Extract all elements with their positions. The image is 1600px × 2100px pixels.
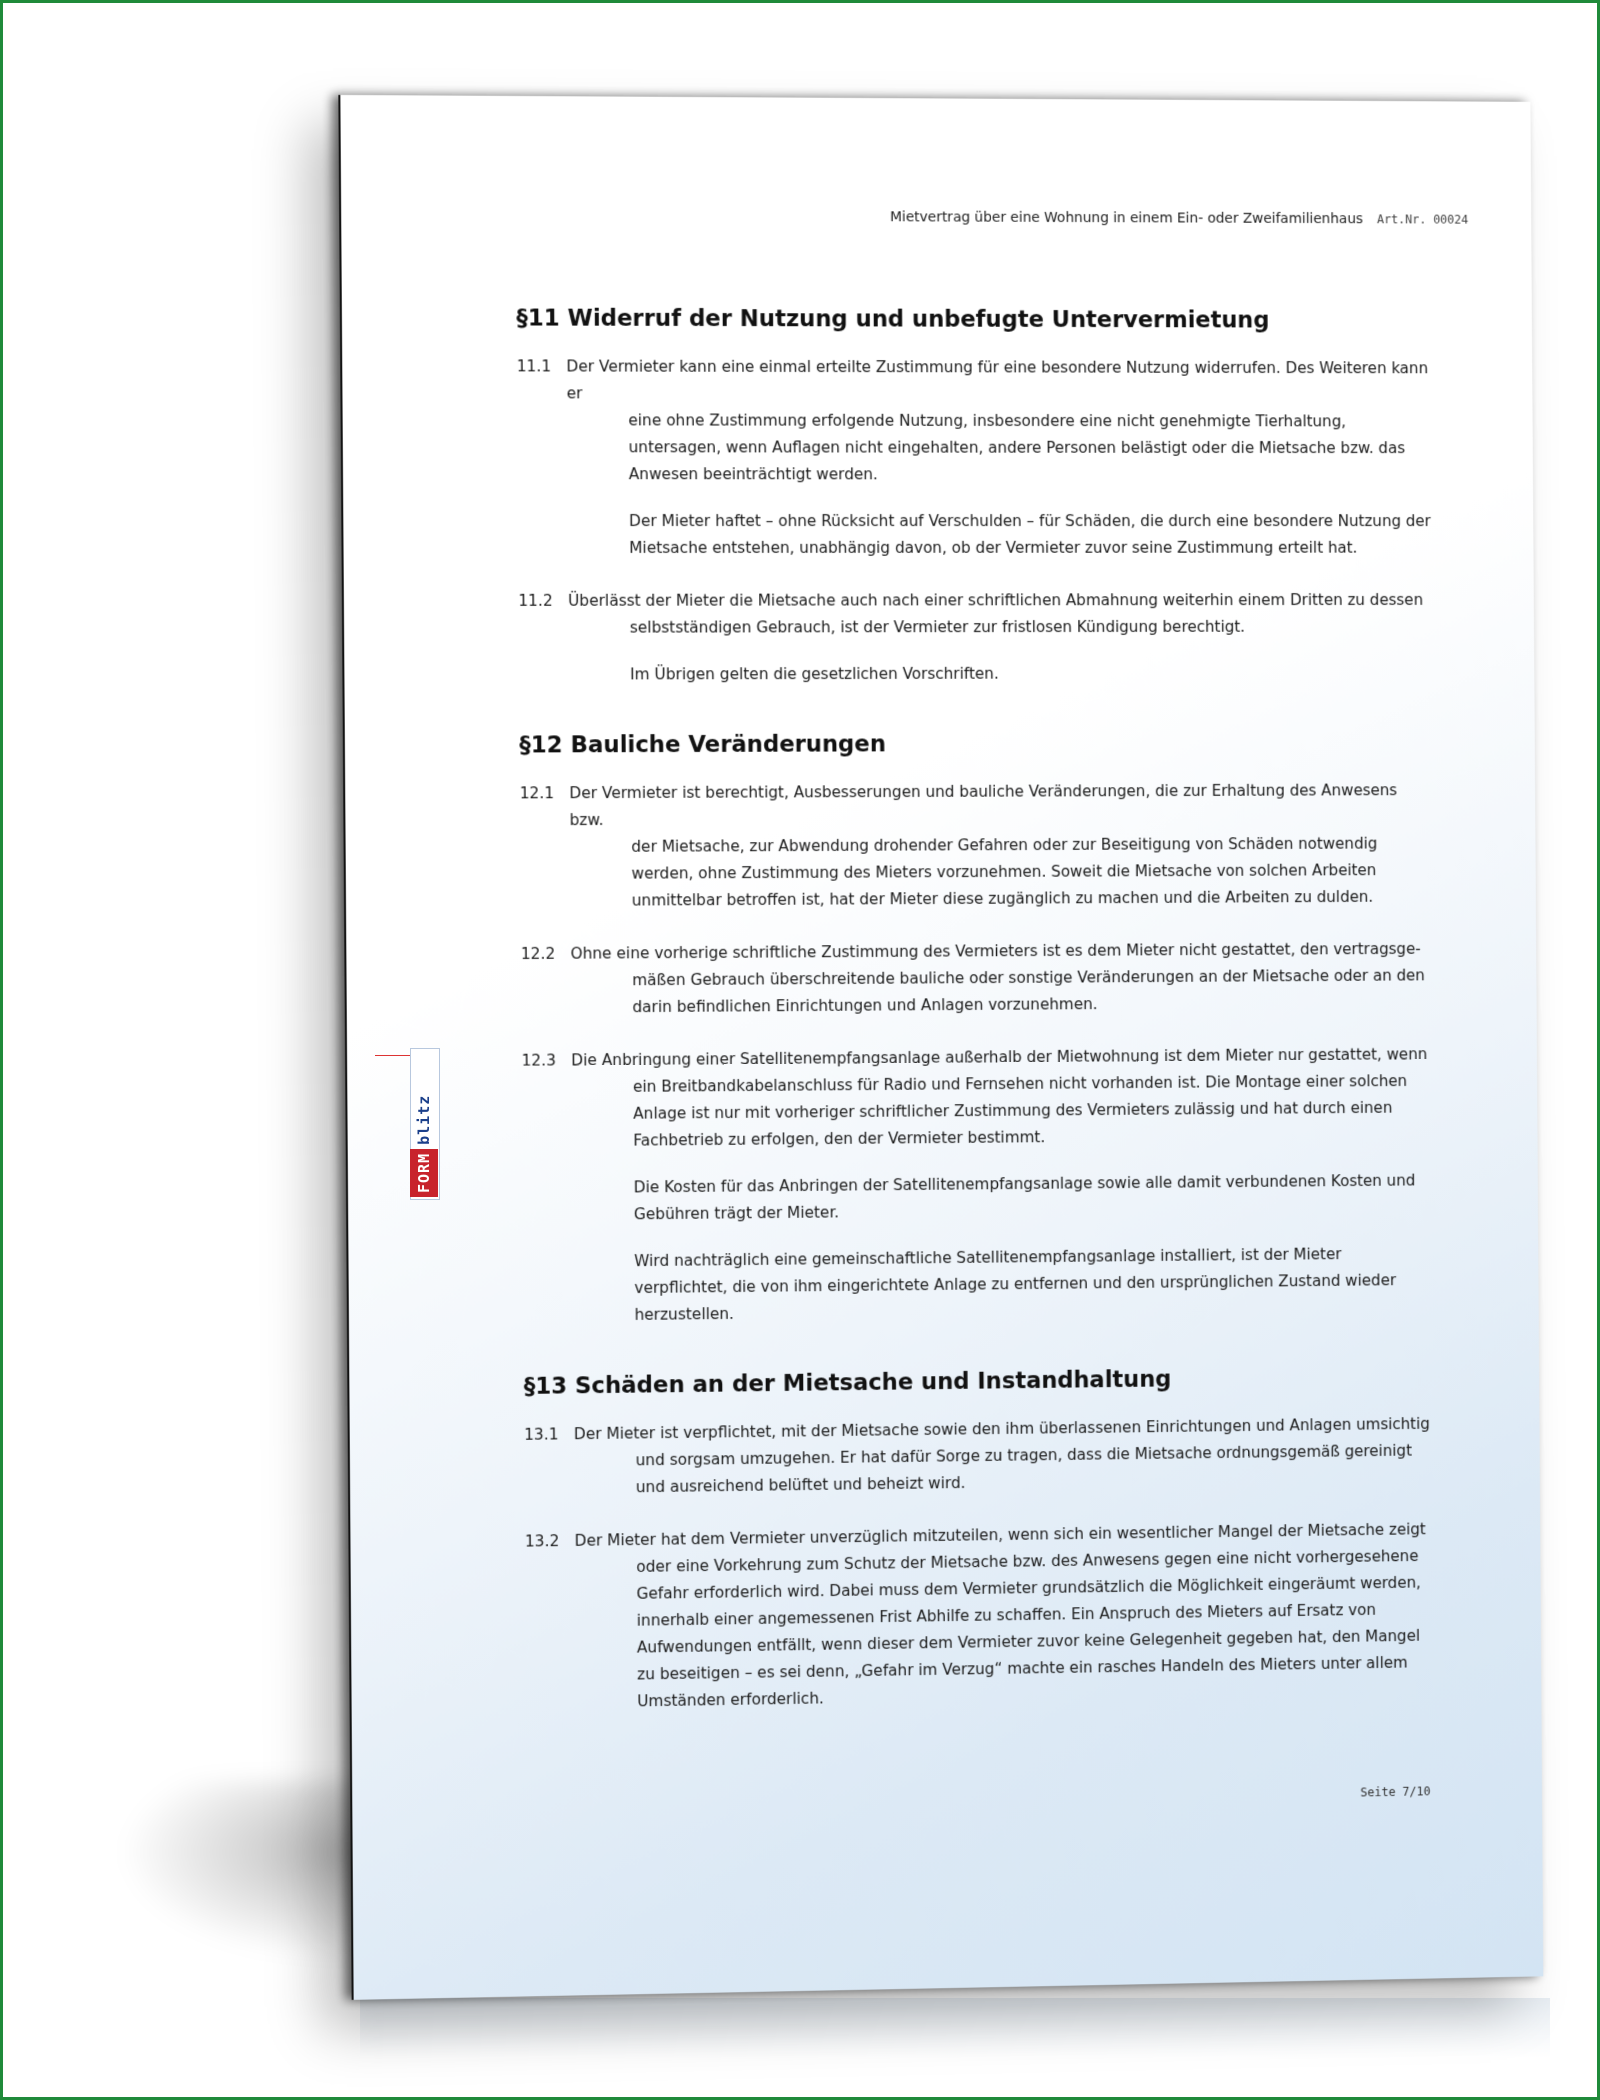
- clause-number: 12.2: [520, 944, 556, 963]
- clause-12-1: [520, 777, 1435, 915]
- clause-number: 13.2: [524, 1532, 560, 1551]
- article-number: Art.Nr. 00024: [1377, 212, 1469, 227]
- clause-12-2: [521, 936, 1435, 1022]
- paper-reflection: [360, 1998, 1550, 2058]
- clause-11-1: [517, 353, 1432, 562]
- clause-first-line: Der Mieter ist verpflichtet, mit der Mietsache sowie den ihm überlassenen Einrichtungen und Anlagen umsichtig: [573, 1414, 1430, 1444]
- clause-number: 12.1: [519, 784, 555, 803]
- document-header: [890, 209, 1468, 227]
- clause-first-line: Der Vermieter kann eine einmal erteilte Zustimmung für eine besondere Nutzung widerrufen. Des Weiteren kann er: [566, 357, 1429, 403]
- clause-number: 11.1: [516, 357, 552, 376]
- section-heading: §11 Widerruf der Nutzung und unbefugte Untervermietung: [516, 305, 1270, 334]
- clause-first-line: Die Anbringung einer Satellitenempfangsanlage außerhalb der Mietwohnung ist dem Mieter nur gestattet, wenn: [571, 1045, 1428, 1070]
- clause-number: 13.1: [524, 1425, 559, 1444]
- clause-13-2: [525, 1516, 1440, 1717]
- clause-number: 11.2: [518, 591, 553, 610]
- section-12: [519, 730, 1437, 1330]
- document-body: [516, 305, 1440, 1761]
- clause-12-3: [521, 1041, 1437, 1330]
- page-number: Seite 7/10: [1360, 1784, 1431, 1800]
- clause-first-line: Der Mieter hat dem Vermieter unverzüglich mitzuteilen, wenn sich ein wesentlicher Mangel der Mietsache zeigt: [574, 1520, 1426, 1550]
- clause-first-line: Überlässt der Mieter die Mietsache auch nach einer schriftlichen Abmahnung weiterhin einem Dritten zu dessen: [568, 591, 1424, 610]
- clause-paragraph: Wird nachträglich eine gemeinschaftliche Satellitenempfangsanlage installiert, ist der Mieter verpflichtet, die von ihm eingerichtete Anlage zu entfernen und den ursprünglichen Zustand wieder herzustellen.: [634, 1245, 1397, 1324]
- clause-paragraph: Im Übrigen gelten die gesetzlichen Vorschriften.: [630, 664, 999, 684]
- document-title: Mietvertrag über eine Wohnung in einem Ein- oder Zweifamilienhaus: [889, 209, 1364, 228]
- clause-paragraph: Der Mieter haftet – ohne Rücksicht auf Verschulden – für Schäden, die durch eine besondere Nutzung der Mietsache entstehen, unabhängig davon, ob der Vermieter zuvor seine Zustimmung erteilt hat.: [628, 512, 1431, 557]
- clause-first-line: Ohne eine vorherige schriftliche Zustimmung des Vermieters ist es dem Mieter nicht gestattet, den vertragsge-: [570, 939, 1421, 963]
- clause-text: und sorgsam umzugehen. Er hat dafür Sorge zu tragen, dass die Mietsache ordnungsgemäß gereinigt und ausreichend belüftet und beheizt wird.: [635, 1441, 1413, 1497]
- logo-wordmark: [410, 1047, 438, 1197]
- section-heading: §12 Bauliche Veränderungen: [519, 731, 886, 759]
- clause-text: der Mietsache, zur Abwendung drohender Gefahren oder zur Beseitigung von Schäden notwendig werden, ohne Zustimmung des Mieters vorzunehmen. Soweit die Mietsache von solchen Arbeiten unmittelbar betroffen ist, hat der Mieter diese zugänglich zu machen und die Arbeiten zu dulden.: [631, 834, 1378, 910]
- section-heading: §13 Schäden an der Mietsache und Instandhaltung: [523, 1366, 1172, 1400]
- clause-paragraph: Die Kosten für das Anbringen der Satellitenempfangsanlage sowie alle damit verbundenen Kosten und Gebühren trägt der Mieter.: [633, 1171, 1416, 1224]
- clause-11-2: [518, 587, 1432, 689]
- section-11: [516, 305, 1432, 688]
- clause-first-line: Der Vermieter ist berechtigt, Ausbesserungen und bauliche Veränderungen, die zur Erhaltung des Anwesens bzw.: [569, 781, 1398, 830]
- clause-text: ein Breitbandkabelanschluss für Radio und Fernsehen nicht vorhanden ist. Die Montage einer solchen Anlage ist nur mit vorheriger schriftlicher Zustimmung des Vermieters zulässig und hat durch einen Fachbetrieb zu erfolgen, den der Vermieter bestimmt.: [632, 1072, 1408, 1150]
- formblitz-logo: [410, 1048, 440, 1198]
- clause-text: eine ohne Zustimmung erfolgende Nutzung, insbesondere eine nicht genehmigte Tierhaltung, untersagen, wenn Auflagen nicht eingehalten, andere Personen belästigt oder die Mietsache bzw. das Anwesen beeinträchtigt werden.: [628, 411, 1406, 484]
- section-13: [524, 1364, 1440, 1718]
- logo-form: FORM: [410, 1149, 438, 1197]
- clause-text: selbstständigen Gebrauch, ist der Vermieter zur fristlosen Kündigung berechtigt.: [629, 617, 1246, 637]
- document-page: [338, 95, 1543, 2000]
- logo-blitz: blitz: [415, 1094, 433, 1145]
- clause-text: oder eine Vorkehrung zum Schutz der Mietsache bzw. des Anwesens gegen eine nicht vorhergesehene Gefahr erforderlich wird. Dabei muss dem Vermieter grundsätzlich die Möglichkeit eingeräumt werden, innerhalb einer angemessenen Frist Abhilfe zu schaffen. Ein Anspruch des Mieters auf Ersatz von Aufwendungen entfällt, wenn dieser dem Vermieter zuvor keine Gelegenheit gegeben hat, den Mangel zu beseitigen – es sei denn, „Gefahr im Verzug“ machte ein rasches Handeln des Mieters unter allem Umständen erforderlich.: [636, 1547, 1421, 1711]
- clause-number: 12.3: [521, 1051, 556, 1070]
- clause-text: mäßen Gebrauch überschreitende bauliche oder sonstige Veränderungen an der Mietsache oder an den darin befindlichen Einrichtungen und Anlagen vorzunehmen.: [632, 966, 1425, 1017]
- clause-13-1: [524, 1411, 1438, 1503]
